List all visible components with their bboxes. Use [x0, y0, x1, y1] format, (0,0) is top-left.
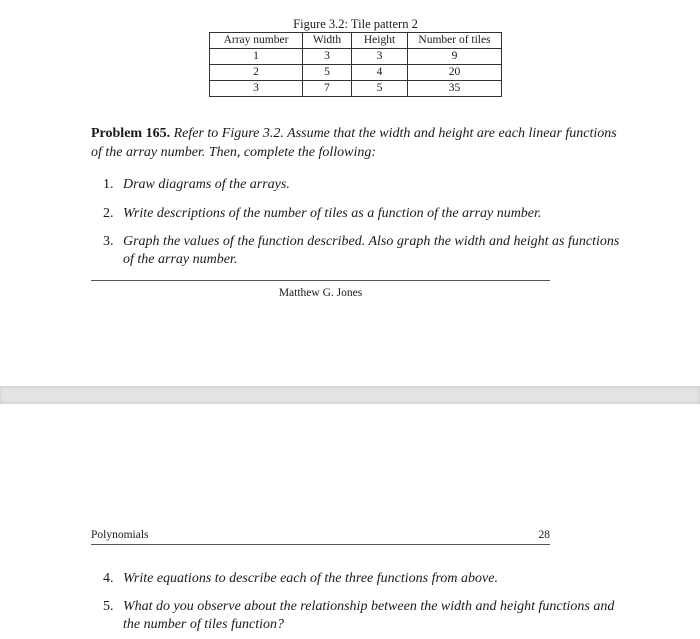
item-number: 3. — [103, 234, 114, 249]
item-number: 2. — [103, 206, 114, 221]
list-item — [103, 233, 633, 269]
item-number: 5. — [103, 599, 114, 614]
list-item — [103, 176, 633, 194]
table-header-cell: Width — [303, 33, 352, 49]
table-cell: 3 — [303, 49, 352, 65]
item-number: 4. — [103, 571, 114, 586]
item-text: Write equations to describe each of the three functions from above. — [123, 571, 498, 586]
table-cell: 3 — [210, 81, 303, 97]
table-cell: 1 — [210, 49, 303, 65]
tile-pattern-table — [209, 32, 502, 97]
figure-caption: Figure 3.2: Tile pattern 2 — [293, 17, 418, 31]
table-cell: 2 — [210, 65, 303, 81]
list-item — [103, 205, 633, 223]
problem-text: Refer to Figure 3.2. Assume that the width and height are each linear functions of the array number. Then, complete the following: — [91, 126, 617, 160]
author-name: Matthew G. Jones — [278, 287, 363, 299]
footer-page-number: 28 — [538, 529, 550, 541]
footer-divider — [91, 544, 550, 545]
table-header-cell: Height — [352, 33, 408, 49]
table-header-row — [210, 33, 502, 49]
table-cell: 7 — [303, 81, 352, 97]
table-cell: 20 — [408, 65, 502, 81]
item-text: Draw diagrams of the arrays. — [123, 177, 290, 192]
list-item — [103, 570, 633, 588]
table-cell: 3 — [352, 49, 408, 65]
item-text: Graph the values of the function described. Also graph the width and height as functions of the array number. — [123, 234, 620, 267]
list-item — [103, 598, 633, 634]
table-cell: 5 — [303, 65, 352, 81]
table-cell: 35 — [408, 81, 502, 97]
table-row — [210, 49, 502, 65]
table-row — [210, 81, 502, 97]
table-row — [210, 65, 502, 81]
problem-statement — [91, 124, 631, 162]
footer-section-title: Polynomials — [91, 529, 149, 541]
divider — [91, 280, 550, 281]
table-header-cell: Number of tiles — [408, 33, 502, 49]
table-header-cell: Array number — [210, 33, 303, 49]
table-cell: 5 — [352, 81, 408, 97]
table-cell: 9 — [408, 49, 502, 65]
item-number: 1. — [103, 177, 114, 192]
page-separator — [0, 386, 700, 404]
item-text: Write descriptions of the number of tiles as a function of the array number. — [123, 206, 542, 221]
item-text: What do you observe about the relationship between the width and height functions and the number of tiles function? — [123, 599, 615, 632]
problem-label: Problem 165. — [91, 126, 171, 141]
table-cell: 4 — [352, 65, 408, 81]
